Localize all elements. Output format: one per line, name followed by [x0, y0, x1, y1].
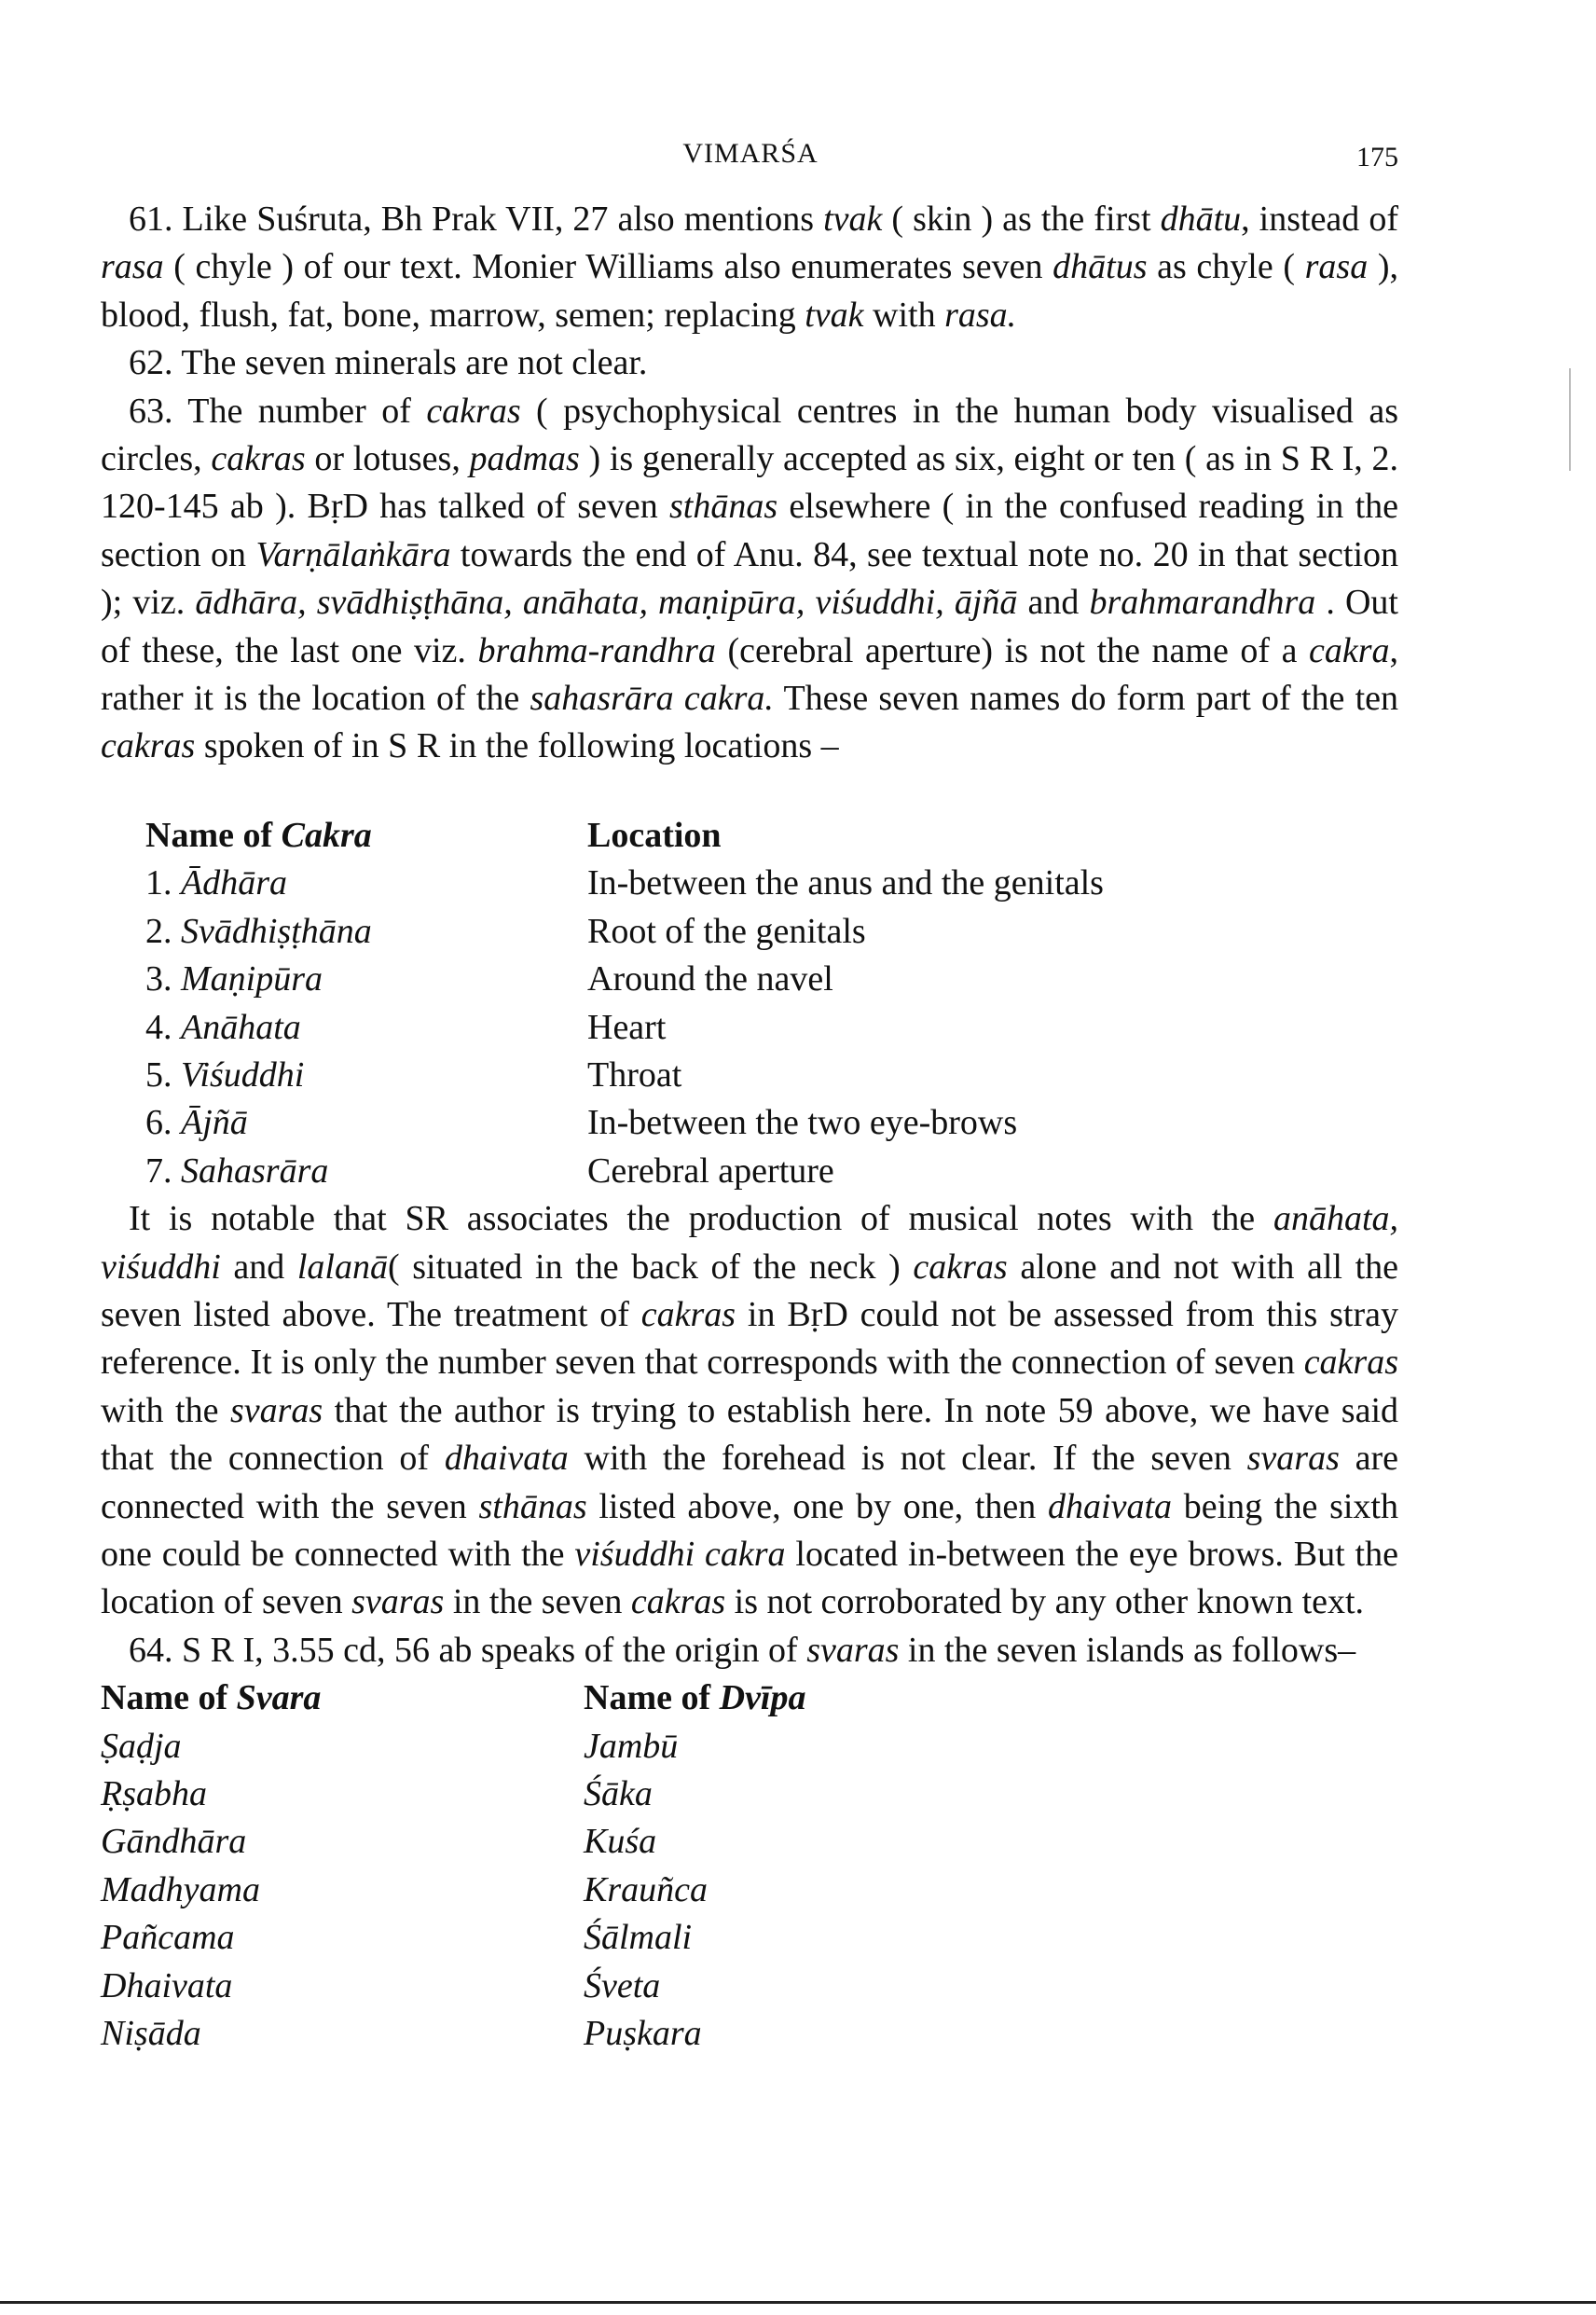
- italic-term: rasa: [101, 247, 164, 287]
- italic-term: anāhata, viśuddhi: [101, 1199, 1398, 1287]
- italic-term: brahmarandhra: [1089, 583, 1316, 623]
- italic-term: cakra: [1308, 630, 1390, 670]
- row-number: 1.: [145, 863, 181, 903]
- dvipa-name: Śveta: [584, 1965, 661, 2005]
- svara-rows: [101, 1723, 806, 2059]
- running-title: VIMARŚA: [682, 138, 819, 169]
- table-row: [101, 1818, 806, 1866]
- text-run: in the seven: [444, 1582, 631, 1622]
- margin-scan-mark: [1569, 368, 1571, 471]
- cakra-name-cell: [101, 908, 587, 956]
- row-number: 5.: [145, 1054, 181, 1095]
- text-run: 61. Like Suśruta, Bh Prak VII, 27 also mentions: [129, 200, 824, 239]
- row-number: 6.: [145, 1103, 181, 1143]
- column-header-dvipa: [584, 1674, 806, 1722]
- dvipa-cell: [584, 1963, 806, 2010]
- header-label: Name of: [584, 1678, 720, 1718]
- italic-term: svaras: [1246, 1439, 1340, 1479]
- text-run: or lotuses,: [305, 439, 470, 479]
- italic-term: sthānas: [478, 1486, 587, 1526]
- text-run: ( chyle ) of our text. Monier Williams also enumerates seven: [163, 247, 1053, 287]
- cakra-name: Anāhata: [181, 1007, 301, 1047]
- text-run: It is notable that SR associates the production of musical notes with the: [129, 1199, 1273, 1239]
- table-row: [101, 1867, 806, 1914]
- svara-dvipa-table: [101, 1674, 806, 2058]
- text-run: with the forehead is not clear. If the seven: [568, 1439, 1247, 1479]
- italic-term: dhaivata: [1048, 1486, 1173, 1526]
- dvipa-name: Puṣkara: [584, 2014, 702, 2054]
- svara-cell: [101, 1771, 584, 1818]
- note-61: [101, 196, 1398, 339]
- cakra-name: Ādhāra: [181, 863, 287, 903]
- dvipa-cell: [584, 1914, 806, 1962]
- svara-name: Madhyama: [101, 1869, 260, 1909]
- italic-term: svaras: [806, 1630, 900, 1670]
- text-run: are connected with the seven: [101, 1439, 1399, 1526]
- text-run: with the: [101, 1390, 230, 1430]
- column-header-location: Location: [587, 815, 722, 855]
- italic-term: lalanā: [296, 1247, 388, 1287]
- cakra-name-cell: [101, 1052, 587, 1099]
- table-row: [101, 1771, 806, 1818]
- text-run: ), blood, flush, fat, bone, marrow, semen; replacing: [101, 247, 1398, 335]
- location-cell: In-between the two eye-brows: [587, 1103, 1018, 1143]
- svara-cell: [101, 1867, 584, 1914]
- svara-name: Ṣaḍja: [101, 1726, 182, 1766]
- italic-term: cakras: [640, 1294, 736, 1334]
- text-run: listed above, one by one, then: [586, 1486, 1049, 1526]
- italic-term: padmas: [469, 439, 580, 479]
- text-run: 64. S R I, 3.55 cd, 56 ab speaks of the origin of: [129, 1630, 807, 1670]
- text-run: with: [863, 295, 945, 335]
- svara-name: Pañcama: [101, 1918, 235, 1958]
- table-header-row: [101, 1674, 806, 1722]
- svara-cell: [101, 1963, 584, 2010]
- italic-term: sthānas: [669, 487, 778, 527]
- cakra-name: Maṇipūra: [181, 959, 323, 999]
- location-cell: Throat: [587, 1054, 682, 1095]
- dvipa-cell: [584, 1818, 806, 1866]
- svara-cell: [101, 2010, 584, 2058]
- text-run: 63. The number of: [129, 391, 427, 431]
- dvipa-name: Śālmali: [584, 1918, 693, 1958]
- table-row: [101, 1052, 1104, 1099]
- note-64: [101, 1627, 1398, 1674]
- row-number: 2.: [145, 911, 181, 951]
- text-run: ( situated in the back of the neck ): [387, 1247, 914, 1287]
- text-run: that the author is trying to establish here. In note 59 above, we have said that the connection of: [101, 1390, 1398, 1479]
- cakra-name: Ājñā: [181, 1103, 248, 1143]
- table-row: [101, 1004, 1104, 1052]
- cakra-name: Sahasrāra: [181, 1151, 329, 1191]
- svara-cell: [101, 1914, 584, 1962]
- italic-term: cakras: [211, 439, 306, 479]
- location-cell: In-between the anus and the genitals: [587, 863, 1104, 903]
- italic-term: ādhāra, svādhiṣṭhāna, anāhata, maṇipūra, viśuddhi, ājñā: [195, 583, 1018, 623]
- header-label: Name of: [145, 815, 282, 855]
- page-number: 175: [1356, 142, 1398, 172]
- table-row: [101, 860, 1104, 907]
- header-label: Name of: [101, 1678, 237, 1718]
- location-cell: Root of the genitals: [587, 911, 866, 951]
- table-row: [101, 908, 1104, 956]
- italic-term: cakras: [913, 1247, 1008, 1287]
- dvipa-cell: [584, 1771, 806, 1818]
- italic-term: cakras: [101, 726, 196, 766]
- dvipa-cell: [584, 2010, 806, 2058]
- column-header-cakra: [101, 812, 587, 860]
- bottom-rule: [0, 2301, 1596, 2304]
- cakra-name: Viśuddhi: [181, 1054, 305, 1095]
- italic-term: svaras: [229, 1390, 323, 1430]
- dvipa-name: Kuśa: [584, 1822, 657, 1862]
- note-62: [101, 339, 1398, 387]
- dvipa-name: Śāka: [584, 1774, 653, 1813]
- note-63: [101, 388, 1398, 771]
- text-run: and: [220, 1247, 297, 1287]
- italic-term: sahasrāra cakra.: [530, 679, 774, 719]
- text-run: ( skin ) as the first: [882, 200, 1161, 239]
- text-run: ) is generally accepted as six, eight or ten ( as in S R I, 2. 120-145 ab ). BṛD has talked of seven: [101, 439, 1398, 527]
- header-label-italic: Dvīpa: [719, 1678, 806, 1718]
- cakra-rows: [101, 860, 1104, 1195]
- text-run: towards the end of Anu. 84, see textual note no. 20 in that section ); viz.: [101, 534, 1398, 623]
- dvipa-cell: [584, 1867, 806, 1914]
- header-label-italic: Cakra: [281, 815, 372, 855]
- table-row: [101, 2010, 806, 2058]
- text-run: being the sixth one could be connected with the: [101, 1486, 1398, 1574]
- cakra-name: Svādhiṣṭhāna: [181, 911, 372, 951]
- italic-term: viśuddhi cakra: [574, 1534, 786, 1574]
- row-number: 7.: [145, 1151, 181, 1191]
- location-cell: Heart: [587, 1007, 667, 1047]
- note-63-continued: [101, 1195, 1398, 1627]
- dvipa-name: Jambū: [584, 1726, 679, 1766]
- table-row: [101, 1723, 806, 1771]
- table-row: [101, 956, 1104, 1003]
- italic-term: brahma-randhra: [477, 630, 716, 670]
- cakra-name-cell: [101, 860, 587, 907]
- svara-name: Niṣāda: [101, 2014, 201, 2054]
- text-run: , rather it is the location of the: [101, 630, 1398, 719]
- text-run: spoken of in S R in the following locations –: [195, 726, 839, 766]
- cakra-name-cell: [101, 1004, 587, 1052]
- text-run: is not corroborated by any other known text.: [725, 1582, 1365, 1622]
- italic-term: cakras: [630, 1582, 726, 1622]
- italic-term: Varṇālaṅkāra: [255, 534, 451, 574]
- table-row: [101, 1148, 1104, 1195]
- svara-name: Gāndhāra: [101, 1822, 247, 1862]
- italic-term: dhaivata: [444, 1439, 569, 1479]
- text-run: and: [1017, 583, 1090, 623]
- text-run: . Out of these, the last one viz.: [101, 583, 1398, 670]
- svara-name: Ṛṣabha: [101, 1774, 207, 1813]
- italic-term: dhātu: [1160, 200, 1242, 239]
- location-cell: Around the navel: [587, 959, 833, 999]
- text-run: 62. The seven minerals are not clear.: [129, 343, 648, 383]
- svara-cell: [101, 1723, 584, 1771]
- text-run: These seven names do form part of the ten: [773, 679, 1398, 719]
- text-run: in the seven islands as follows–: [899, 1630, 1356, 1670]
- dvipa-name: Krauñca: [584, 1869, 708, 1909]
- italic-term: cakras: [1303, 1343, 1398, 1383]
- table-row: [101, 1914, 806, 1962]
- column-header-svara: [101, 1674, 584, 1722]
- cakra-name-cell: [101, 1099, 587, 1147]
- cakra-name-cell: [101, 1148, 587, 1195]
- text-run: (cerebral aperture) is not the name of a: [715, 630, 1309, 670]
- text-run: elsewhere ( in the confused reading in the section on: [101, 487, 1398, 574]
- location-cell: Cerebral aperture: [587, 1151, 834, 1191]
- cakra-name-cell: [101, 956, 587, 1003]
- running-head: [103, 138, 1398, 175]
- text-run: as chyle (: [1147, 247, 1305, 287]
- cakra-location-table: [101, 812, 1104, 1195]
- header-label-italic: Svara: [236, 1678, 322, 1718]
- row-number: 3.: [145, 959, 181, 999]
- text-run: in BṛD could not be assessed from this stray reference. It is only the number seven that corresponds with the connection of seven: [101, 1294, 1399, 1383]
- table-row: [101, 1963, 806, 2010]
- row-number: 4.: [145, 1007, 181, 1047]
- italic-term: svaras: [351, 1582, 445, 1622]
- table-row: [101, 1099, 1104, 1147]
- italic-term: tvak: [823, 200, 883, 239]
- notes-body: [101, 196, 1398, 2058]
- italic-term: rasa.: [944, 295, 1017, 335]
- italic-term: rasa: [1304, 247, 1369, 287]
- text-run: alone and not with all the seven listed above. The treatment of: [101, 1247, 1398, 1334]
- italic-term: dhātus: [1053, 247, 1148, 287]
- italic-term: tvak: [805, 295, 864, 335]
- text-run: located in-between the eye brows. But the location of seven: [101, 1534, 1398, 1622]
- table-header-row: [101, 812, 1104, 860]
- dvipa-cell: [584, 1723, 806, 1771]
- text-run: , instead of: [1241, 200, 1398, 239]
- italic-term: cakras: [426, 391, 521, 431]
- svara-cell: [101, 1818, 584, 1866]
- svara-name: Dhaivata: [101, 1965, 233, 2005]
- text-run: ( psychophysical centres in the human body visualised as circles,: [101, 391, 1398, 479]
